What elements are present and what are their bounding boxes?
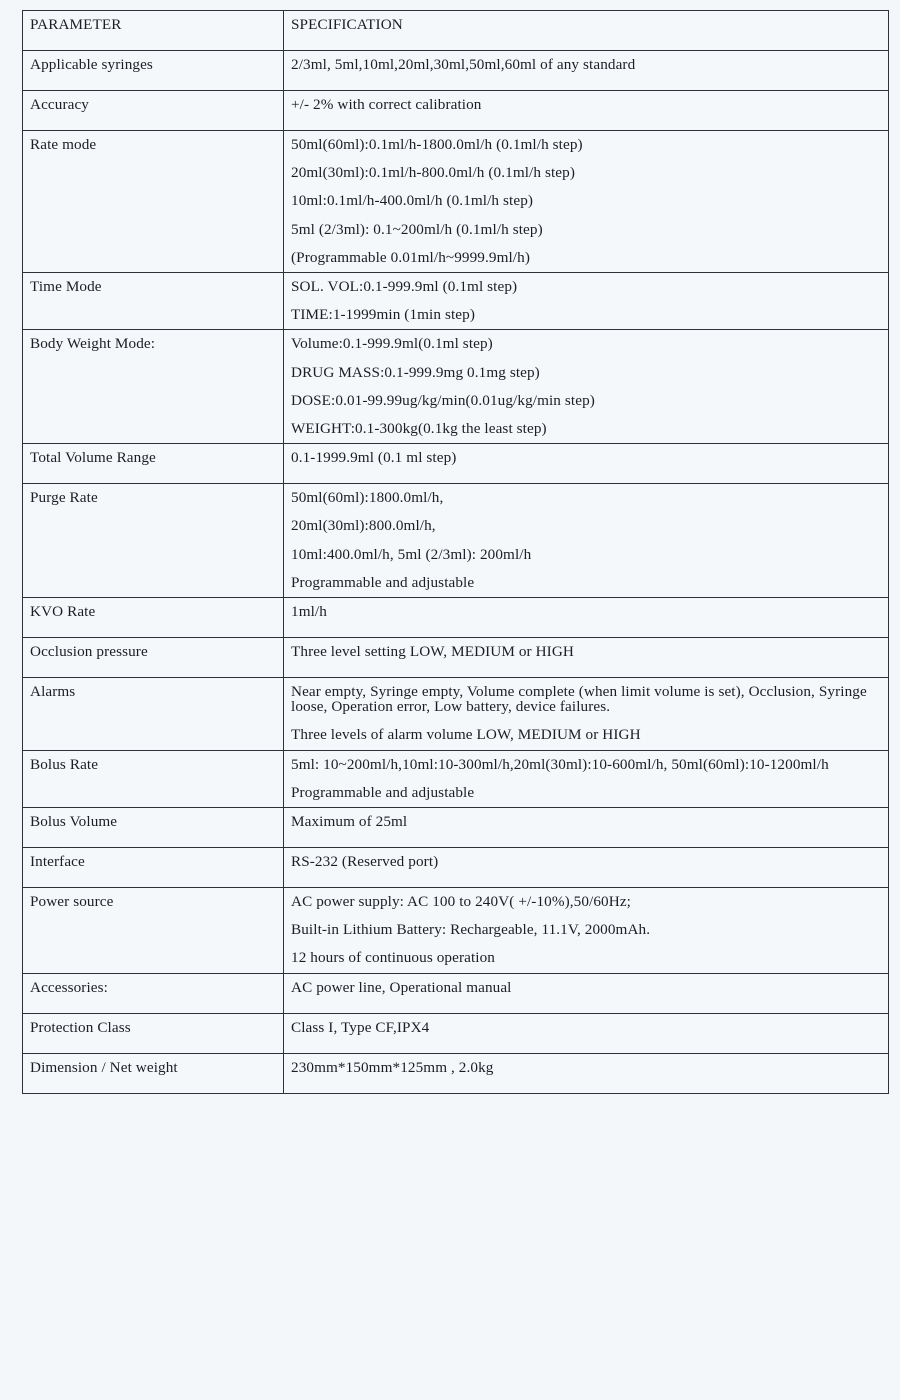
table-row — [23, 444, 889, 484]
specification-line: 10ml:400.0ml/h, 5ml (2/3ml): 200ml/h — [291, 545, 532, 563]
specification-line: 50ml(60ml):0.1ml/h-1800.0ml/h (0.1ml/h step) — [291, 136, 583, 153]
specification-line: Maximum of 25ml — [291, 813, 408, 831]
parameter-label: Bolus Rate — [23, 750, 284, 807]
specification-value — [284, 638, 889, 678]
specification-table — [22, 10, 889, 1094]
specification-value — [284, 973, 889, 1013]
specification-line: 50ml(60ml):1800.0ml/h, — [291, 489, 444, 507]
specification-line: 2/3ml, 5ml,10ml,20ml,30ml,50ml,60ml of any standard — [291, 56, 636, 73]
specification-line: Built-in Lithium Battery: Rechargeable, 11.1V, 2000mAh. — [291, 921, 651, 939]
parameter-label: Body Weight Mode: — [23, 330, 284, 444]
specification-line: 12 hours of continuous operation — [291, 949, 495, 967]
table-row — [23, 973, 889, 1013]
table-row — [23, 51, 889, 91]
specification-value — [284, 444, 889, 484]
table-body — [23, 11, 889, 1094]
specification-line: Class I, Type CF,IPX4 — [291, 1018, 430, 1036]
specification-line: SOL. VOL:0.1-999.9ml (0.1ml step) — [291, 278, 518, 296]
parameter-label: Rate mode — [23, 131, 284, 273]
specification-line: WEIGHT:0.1-300kg(0.1kg the least step) — [291, 420, 547, 438]
parameter-label: Protection Class — [23, 1013, 284, 1053]
table-row — [23, 330, 889, 444]
specification-value — [284, 808, 889, 848]
specification-line: Three levels of alarm volume LOW, MEDIUM or HIGH — [291, 726, 641, 744]
specification-line: +/- 2% with correct calibration — [291, 96, 482, 113]
table-row — [23, 678, 889, 751]
table-row — [23, 750, 889, 807]
column-header-specification: SPECIFICATION — [284, 11, 889, 51]
specification-line: 10ml:0.1ml/h-400.0ml/h (0.1ml/h step) — [291, 192, 534, 210]
specification-value — [284, 1013, 889, 1053]
parameter-label: Interface — [23, 848, 284, 888]
specification-line: 20ml(30ml):800.0ml/h, — [291, 517, 436, 535]
parameter-label: Purge Rate — [23, 484, 284, 598]
table-row — [23, 91, 889, 131]
specification-value — [284, 678, 889, 751]
table-row — [23, 638, 889, 678]
specification-line: AC power supply: AC 100 to 240V( +/-10%),50/60Hz; — [291, 893, 631, 911]
table-header-row — [23, 11, 889, 51]
parameter-label: Time Mode — [23, 273, 284, 330]
specification-value — [284, 484, 889, 598]
parameter-label: Bolus Volume — [23, 808, 284, 848]
parameter-label: Accuracy — [23, 91, 284, 131]
table-row — [23, 848, 889, 888]
specification-value — [284, 273, 889, 330]
specification-line: Near empty, Syringe empty, Volume complete (when limit volume is set), Occlusion, Syringe loose, Operation error, Low battery, device failures. — [291, 683, 867, 716]
specification-line: TIME:1-1999min (1min step) — [291, 306, 475, 324]
specification-value — [284, 848, 889, 888]
specification-value — [284, 330, 889, 444]
specification-line: DOSE:0.01-99.99ug/kg/min(0.01ug/kg/min step) — [291, 391, 595, 409]
parameter-label: Applicable syringes — [23, 51, 284, 91]
specification-line: Three level setting LOW, MEDIUM or HIGH — [291, 643, 574, 661]
specification-line: AC power line, Operational manual — [291, 978, 512, 996]
specification-value — [284, 888, 889, 974]
specification-value — [284, 750, 889, 807]
table-row — [23, 273, 889, 330]
table-row — [23, 1013, 889, 1053]
specification-line: 230mm*150mm*125mm , 2.0kg — [291, 1058, 494, 1076]
table-row — [23, 1053, 889, 1093]
parameter-label: KVO Rate — [23, 598, 284, 638]
column-header-parameter: PARAMETER — [23, 11, 284, 51]
specification-value — [284, 51, 889, 91]
table-row — [23, 598, 889, 638]
table-row — [23, 808, 889, 848]
parameter-label: Occlusion pressure — [23, 638, 284, 678]
specification-value — [284, 1053, 889, 1093]
table-row — [23, 888, 889, 974]
parameter-label: Dimension / Net weight — [23, 1053, 284, 1093]
specification-line: Volume:0.1-999.9ml(0.1ml step) — [291, 335, 493, 353]
parameter-label: Total Volume Range — [23, 444, 284, 484]
specification-value — [284, 91, 889, 131]
parameter-label: Accessories: — [23, 973, 284, 1013]
specification-value — [284, 598, 889, 638]
parameter-label: Alarms — [23, 678, 284, 751]
specification-line: 5ml: 10~200ml/h,10ml:10-300ml/h,20ml(30ml):10-600ml/h, 50ml(60ml):10-1200ml/h — [291, 755, 829, 773]
specification-line: RS-232 (Reserved port) — [291, 853, 439, 871]
table-row — [23, 484, 889, 598]
specification-line: Programmable and adjustable — [291, 783, 475, 801]
specification-line: Programmable and adjustable — [291, 573, 475, 591]
specification-line: 20ml(30ml):0.1ml/h-800.0ml/h (0.1ml/h step) — [291, 164, 575, 182]
specification-line: DRUG MASS:0.1-999.9mg 0.1mg step) — [291, 363, 540, 381]
table-row — [23, 131, 889, 273]
specification-line: 5ml (2/3ml): 0.1~200ml/h (0.1ml/h step) — [291, 220, 543, 238]
specification-line: 0.1-1999.9ml (0.1 ml step) — [291, 449, 457, 467]
specification-line: (Programmable 0.01ml/h~9999.9ml/h) — [291, 248, 530, 266]
specification-value — [284, 131, 889, 273]
specification-line: 1ml/h — [291, 603, 327, 621]
parameter-label: Power source — [23, 888, 284, 974]
